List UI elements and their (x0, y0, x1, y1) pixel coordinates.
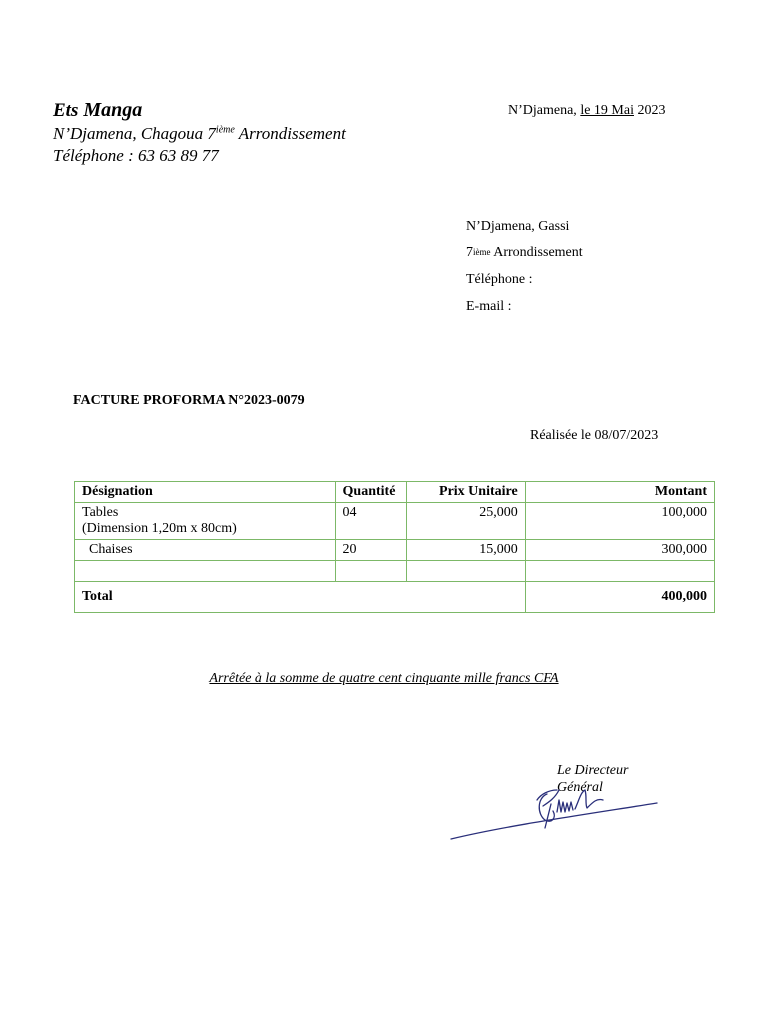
date-city: N’Djamena, (508, 103, 577, 118)
recipient-district-sup: ième (473, 247, 491, 257)
document-date (508, 103, 665, 119)
row-unit-price: 15,000 (407, 540, 525, 561)
invoice-realised-date: Réalisée le 08/07/2023 (530, 428, 659, 443)
sender-address-rest: Arrondissement (234, 124, 346, 143)
header-unit-price: Prix Unitaire (407, 482, 525, 503)
recipient-email-label: E-mail : (466, 299, 512, 314)
sender-name-prefix: Ets (53, 100, 79, 121)
recipient-district (466, 245, 583, 261)
table-row-empty (75, 561, 715, 582)
total-label: Total (75, 582, 526, 613)
handwritten-signature (445, 776, 665, 846)
sender-phone: Téléphone : 63 63 89 77 (53, 146, 219, 165)
recipient-district-number: 7 (466, 245, 473, 260)
invoice-table (74, 481, 715, 613)
header-amount: Montant (525, 482, 714, 503)
header-designation: Désignation (75, 482, 336, 503)
signer-title: Le Directeur Général (557, 763, 629, 795)
sender-address-sup: ième (215, 124, 235, 136)
row-amount: 100,000 (525, 503, 714, 540)
sender-name-main: Manga (83, 99, 143, 121)
row-quantity: 04 (335, 503, 407, 540)
total-value: 400,000 (525, 582, 714, 613)
designation-detail: (Dimension 1,20m x 80cm) (82, 521, 237, 536)
row-designation: Chaises (75, 540, 336, 561)
date-day-month: le 19 Mai (580, 103, 634, 118)
recipient-phone-label: Téléphone : (466, 272, 533, 287)
recipient-district-text: Arrondissement (490, 245, 583, 260)
sender-address-text: N’Djamena, Chagoua 7 (53, 124, 216, 143)
recipient-city: N’Djamena, Gassi (466, 219, 570, 234)
date-year: 2023 (637, 103, 666, 118)
designation-line: Tables (82, 505, 119, 520)
amount-in-words: Arrêtée à la somme de quatre cent cinquante mille francs CFA (209, 671, 559, 686)
sender-address (53, 124, 346, 144)
table-total-row (75, 582, 715, 613)
invoice-title: FACTURE PROFORMA N°2023-0079 (73, 393, 305, 408)
row-designation (75, 503, 336, 540)
empty-cell (407, 561, 525, 582)
table-header-row (75, 482, 715, 503)
sender-name (53, 99, 142, 122)
empty-cell (335, 561, 407, 582)
empty-cell (75, 561, 336, 582)
table-row (75, 540, 715, 561)
header-quantity: Quantité (335, 482, 407, 503)
row-unit-price: 25,000 (407, 503, 525, 540)
row-amount: 300,000 (525, 540, 714, 561)
table-row (75, 503, 715, 540)
empty-cell (525, 561, 714, 582)
row-quantity: 20 (335, 540, 407, 561)
